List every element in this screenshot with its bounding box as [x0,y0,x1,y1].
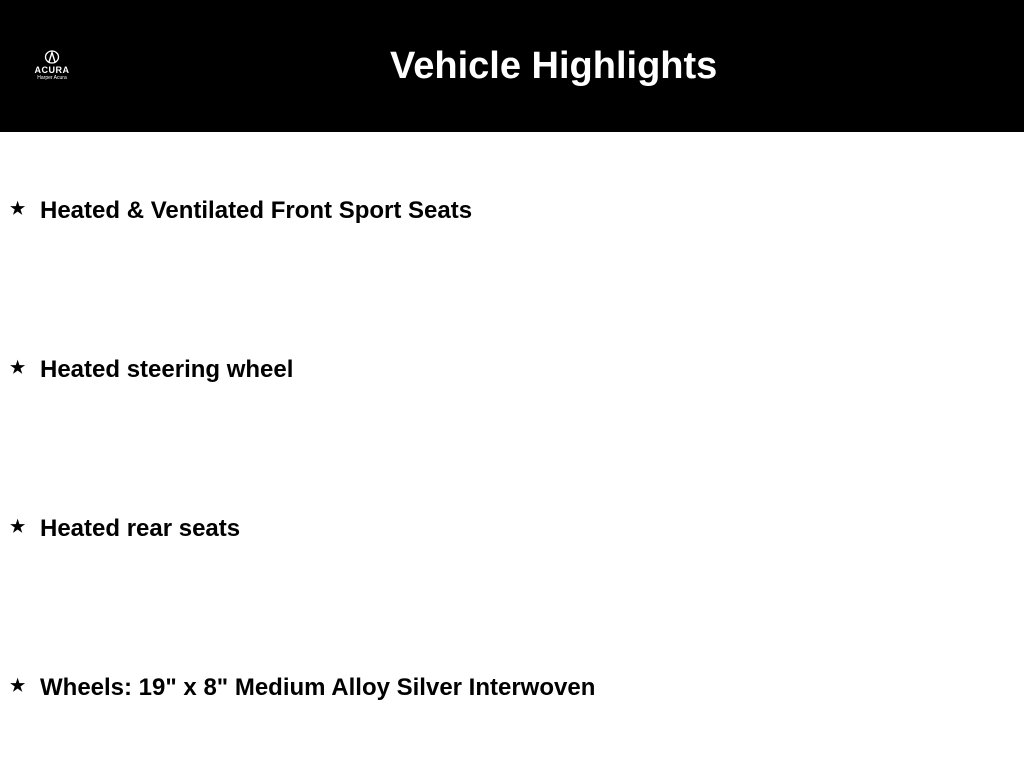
highlight-item [0,673,1000,703]
highlight-item [0,196,1000,226]
highlight-item [0,355,1000,385]
highlight-text: Heated steering wheel [40,356,294,383]
header-bar [0,0,1024,132]
star-icon: ★ [10,199,26,218]
star-icon: ★ [10,517,26,536]
logo-brand-text: ACURA [34,65,70,75]
acura-logo-icon [44,50,60,64]
highlight-text: Wheels: 19" x 8" Medium Alloy Silver Interwoven [40,674,596,701]
star-icon: ★ [10,358,26,377]
acura-logo [22,50,82,88]
highlight-item [0,514,1000,544]
logo-dealer-text: Harper Acura [37,75,67,81]
highlight-text: Heated rear seats [40,515,241,542]
star-icon: ★ [10,676,26,695]
page-title: Vehicle Highlights [390,45,718,87]
highlight-text: Heated & Ventilated Front Sport Seats [40,197,473,224]
